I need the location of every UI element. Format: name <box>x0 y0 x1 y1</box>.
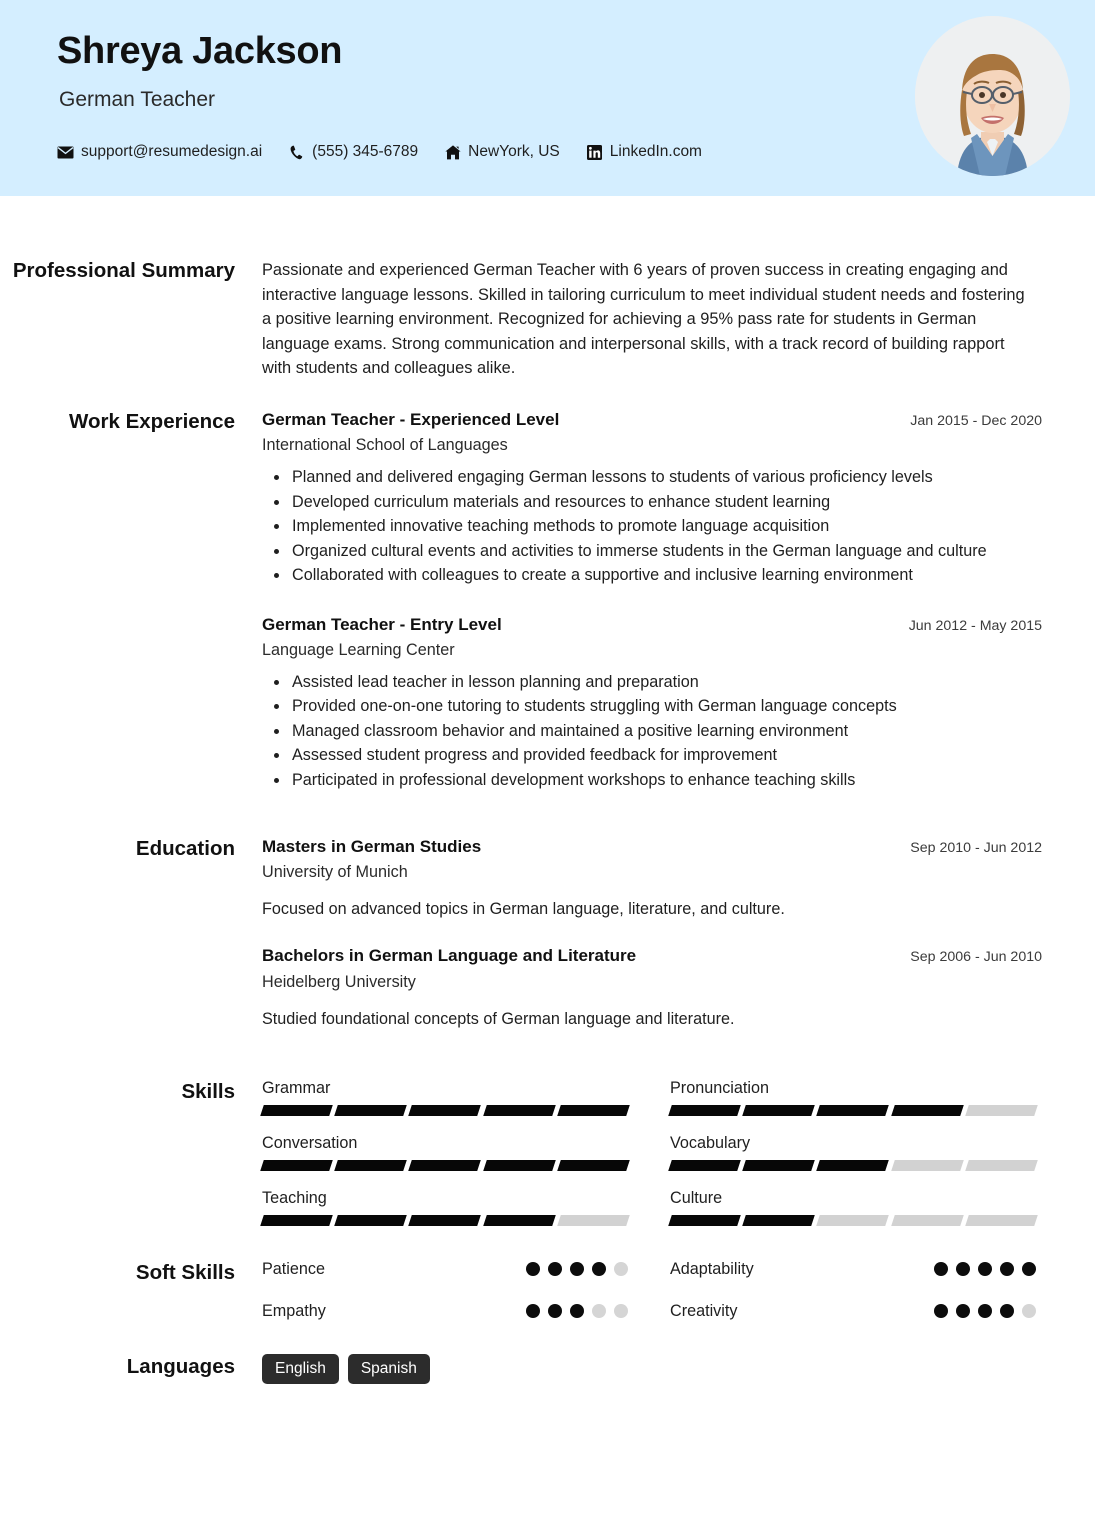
rating-dot <box>1000 1304 1014 1318</box>
section-body-skills <box>262 1079 1042 1244</box>
list-item: Provided one-on-one tutoring to students struggling with German language concepts <box>292 694 1042 719</box>
languages-row <box>262 1354 1042 1385</box>
skill-bar-segment <box>891 1105 964 1116</box>
rating-dot <box>978 1304 992 1318</box>
skill-bar-segment <box>557 1160 630 1171</box>
list-item: Organized cultural events and activities to immerse students in the German language and culture <box>292 539 1042 564</box>
contact-linkedin-text: LinkedIn.com <box>609 143 702 160</box>
skill-bar-segment <box>334 1105 407 1116</box>
education-entry-head <box>262 836 1042 858</box>
skill-bar-segment <box>260 1160 333 1171</box>
section-label-education: Education <box>135 837 235 861</box>
work-entry <box>262 409 1042 588</box>
work-entry-date: Jun 2012 - May 2015 <box>908 617 1042 634</box>
work-entry-title: German Teacher - Entry Level <box>262 614 502 634</box>
rating-dot <box>956 1262 970 1276</box>
work-entry-org: International School of Languages <box>262 436 508 455</box>
skill-item <box>262 1189 628 1226</box>
rating-dot <box>526 1304 540 1318</box>
skill-bar-segment <box>817 1160 890 1171</box>
section-languages <box>0 1354 1095 1385</box>
list-item: Managed classroom behavior and maintained a positive learning environment <box>292 719 1042 744</box>
job-title: German Teacher <box>59 88 216 111</box>
rating-dot <box>956 1304 970 1318</box>
education-entry-head <box>262 945 1042 967</box>
education-entry-org: Heidelberg University <box>262 972 416 991</box>
section-body-soft-skills <box>262 1260 1042 1344</box>
skill-bar-segment <box>742 1105 815 1116</box>
education-entry-title: Masters in German Studies <box>262 837 482 857</box>
work-entry-org: Language Learning Center <box>262 640 455 659</box>
skill-item <box>670 1079 1036 1116</box>
skill-level-bar <box>262 1160 628 1171</box>
skill-bar-segment <box>891 1215 964 1226</box>
skill-item <box>670 1189 1036 1226</box>
section-body-education <box>262 836 1042 1030</box>
rating-dot <box>548 1262 562 1276</box>
work-entry-title: German Teacher - Experienced Level <box>262 409 560 429</box>
list-item: Collaborated with colleagues to create a supportive and inclusive learning environment <box>292 563 1042 588</box>
skill-bar-segment <box>557 1215 630 1226</box>
skill-bar-segment <box>483 1105 556 1116</box>
education-entry <box>262 945 1042 1030</box>
rating-dot <box>934 1304 948 1318</box>
section-label-skills: Skills <box>181 1079 235 1103</box>
work-entry-date: Jan 2015 - Dec 2020 <box>910 412 1042 429</box>
soft-skill-name: Empathy <box>262 1301 326 1320</box>
education-entry-title: Bachelors in German Language and Literature <box>262 946 637 966</box>
summary-text: Passionate and experienced German Teacher with 6 years of proven success in creating engaging and interactive language lessons. Skilled in tailoring curriculum to meet individual student needs and fostering a positive learning environment. Recognized for achieving a 95% pass rate for students in German language exams. Strong communication and interpersonal skills, with a track record of building rapport with students and colleagues alike. <box>262 261 1025 378</box>
skill-name: Culture <box>670 1188 723 1207</box>
work-entry-bullets <box>262 465 1042 588</box>
rating-dot <box>570 1262 584 1276</box>
soft-skill-rating <box>526 1304 628 1318</box>
rating-dot <box>614 1262 628 1276</box>
contact-location-text: NewYork, US <box>468 143 560 160</box>
skill-bar-segment <box>668 1215 741 1226</box>
contact-location[interactable] <box>444 143 560 161</box>
contact-email[interactable] <box>57 143 262 161</box>
soft-skill-item <box>670 1302 1036 1321</box>
skill-name: Conversation <box>262 1133 358 1152</box>
contact-linkedin[interactable] <box>586 143 702 161</box>
contact-row <box>57 143 728 161</box>
education-entry <box>262 836 1042 921</box>
skill-bar-segment <box>409 1160 482 1171</box>
education-entry-description: Studied foundational concepts of German language and literature. <box>262 1009 735 1028</box>
skill-bar-segment <box>334 1215 407 1226</box>
soft-skill-item <box>262 1302 628 1321</box>
skill-bar-segment <box>668 1160 741 1171</box>
rating-dot <box>978 1262 992 1276</box>
section-summary <box>0 258 1095 381</box>
skill-bar-segment <box>965 1215 1038 1226</box>
soft-skill-item <box>670 1260 1036 1279</box>
section-soft-skills <box>0 1260 1095 1344</box>
language-pill: Spanish <box>348 1354 430 1385</box>
list-item: Developed curriculum materials and resources to enhance student learning <box>292 490 1042 515</box>
work-entry-head <box>262 614 1042 636</box>
skill-level-bar <box>262 1105 628 1116</box>
section-label-summary: Professional Summary <box>12 259 235 282</box>
page-title: Shreya Jackson <box>57 30 343 72</box>
skill-bar-segment <box>742 1215 815 1226</box>
home-icon <box>444 145 461 160</box>
skill-bar-segment <box>668 1105 741 1116</box>
section-label-soft-skills: Soft Skills <box>135 1260 235 1284</box>
rating-dot <box>1022 1304 1036 1318</box>
rating-dot <box>592 1262 606 1276</box>
skill-bar-segment <box>817 1105 890 1116</box>
rating-dot <box>592 1304 606 1318</box>
language-pill: English <box>262 1354 339 1385</box>
section-body-languages <box>262 1354 1042 1385</box>
skill-item <box>262 1134 628 1171</box>
contact-phone[interactable] <box>288 143 418 161</box>
skill-name: Pronunciation <box>670 1078 769 1097</box>
skill-item <box>262 1079 628 1116</box>
skill-level-bar <box>262 1215 628 1226</box>
rating-dot <box>614 1304 628 1318</box>
education-entry-org: University of Munich <box>262 863 408 882</box>
soft-skill-name: Patience <box>262 1259 325 1278</box>
skill-name: Teaching <box>262 1188 327 1207</box>
skill-bar-segment <box>260 1105 333 1116</box>
soft-skills-grid <box>262 1260 1038 1344</box>
soft-skill-rating <box>526 1262 628 1276</box>
section-label-languages: Languages <box>126 1354 235 1378</box>
work-entry <box>262 614 1042 793</box>
skill-bar-segment <box>409 1215 482 1226</box>
section-work-experience <box>0 409 1095 792</box>
section-body-summary <box>262 258 1042 381</box>
list-item: Implemented innovative teaching methods to promote language acquisition <box>292 514 1042 539</box>
skill-level-bar <box>670 1215 1036 1226</box>
list-item: Participated in professional development workshops to enhance teaching skills <box>292 768 1042 793</box>
rating-dot <box>1022 1262 1036 1276</box>
section-education <box>0 836 1095 1030</box>
rating-dot <box>526 1262 540 1276</box>
soft-skill-rating <box>934 1304 1036 1318</box>
section-body-work <box>262 409 1042 792</box>
skill-bar-segment <box>409 1105 482 1116</box>
rating-dot <box>934 1262 948 1276</box>
soft-skill-rating <box>934 1262 1036 1276</box>
education-entry-date: Sep 2010 - Jun 2012 <box>910 840 1042 857</box>
contact-email-text: support@resumedesign.ai <box>81 143 263 160</box>
phone-icon <box>288 145 305 160</box>
section-skills <box>0 1079 1095 1244</box>
skill-bar-segment <box>483 1160 556 1171</box>
skill-bar-segment <box>817 1215 890 1226</box>
skill-bar-segment <box>483 1215 556 1226</box>
skill-bar-segment <box>965 1160 1038 1171</box>
soft-skill-name: Adaptability <box>670 1259 754 1278</box>
rating-dot <box>570 1304 584 1318</box>
contact-phone-text: (555) 345-6789 <box>312 143 419 160</box>
skill-bar-segment <box>965 1105 1038 1116</box>
skill-level-bar <box>670 1105 1036 1116</box>
avatar <box>915 16 1070 176</box>
skill-bar-segment <box>260 1215 333 1226</box>
work-entry-head <box>262 409 1042 431</box>
work-entry-bullets <box>262 670 1042 793</box>
skill-bar-segment <box>742 1160 815 1171</box>
skill-bar-segment <box>891 1160 964 1171</box>
list-item: Assisted lead teacher in lesson planning and preparation <box>292 670 1042 695</box>
skill-name: Grammar <box>262 1078 331 1097</box>
resume-content <box>0 258 1095 1384</box>
skill-name: Vocabulary <box>670 1133 751 1152</box>
skill-item <box>670 1134 1036 1171</box>
skill-bar-segment <box>334 1160 407 1171</box>
education-entry-date: Sep 2006 - Jun 2010 <box>910 949 1042 966</box>
skill-level-bar <box>670 1160 1036 1171</box>
envelope-icon <box>57 145 74 160</box>
soft-skill-item <box>262 1260 628 1279</box>
soft-skill-name: Creativity <box>670 1301 738 1320</box>
section-label-work: Work Experience <box>69 409 235 433</box>
list-item: Assessed student progress and provided feedback for improvement <box>292 743 1042 768</box>
rating-dot <box>548 1304 562 1318</box>
skill-bar-segment <box>557 1105 630 1116</box>
rating-dot <box>1000 1262 1014 1276</box>
education-entry-description: Focused on advanced topics in German language, literature, and culture. <box>262 900 785 919</box>
linkedin-icon <box>586 145 603 160</box>
skills-grid <box>262 1079 1038 1244</box>
list-item: Planned and delivered engaging German lessons to students of various proficiency levels <box>292 465 1042 490</box>
resume-header <box>0 0 1095 196</box>
